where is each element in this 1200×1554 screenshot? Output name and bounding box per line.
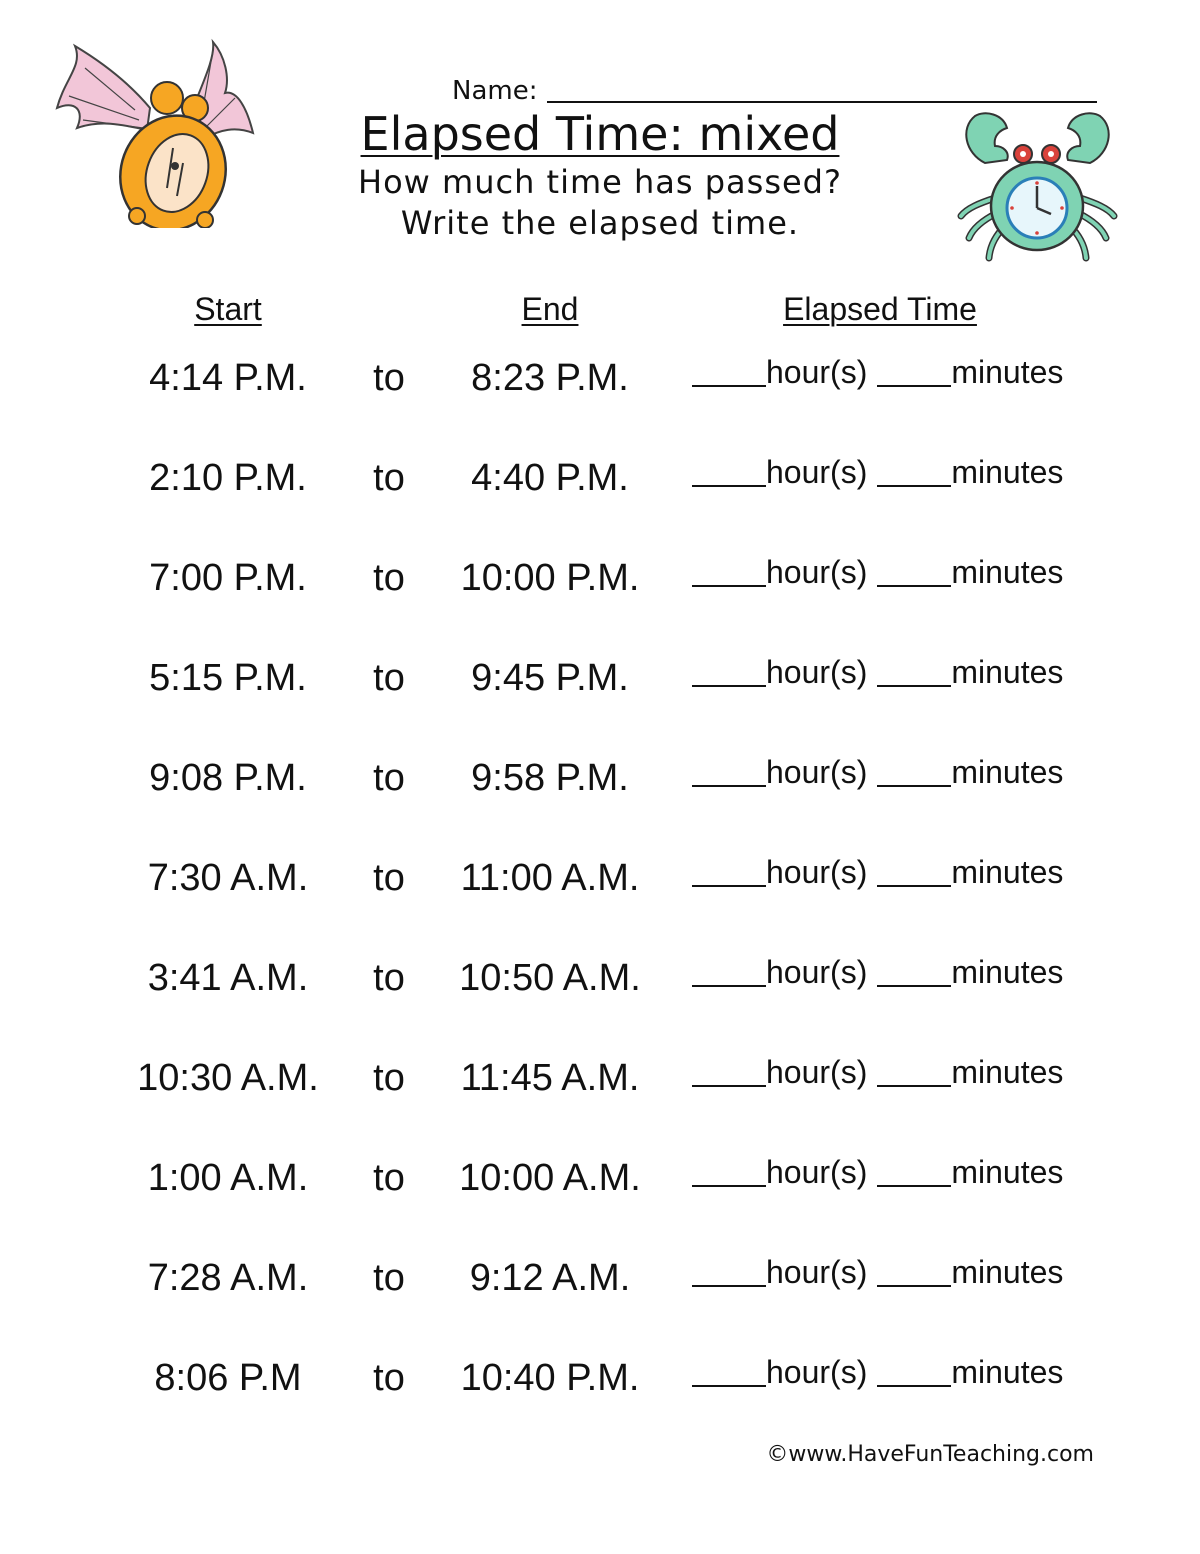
page-title xyxy=(300,106,900,162)
name-blank-line[interactable] xyxy=(547,75,1097,103)
minutes-label: minutes xyxy=(951,1254,1064,1290)
to-separator: to xyxy=(373,1357,405,1399)
elapsed-answer xyxy=(692,851,1063,891)
minutes-label: minutes xyxy=(951,954,1064,990)
problem-row xyxy=(0,853,1200,913)
start-time: 4:14 P.M. xyxy=(149,357,307,399)
minutes-blank[interactable] xyxy=(877,555,951,587)
minutes-label: minutes xyxy=(951,1354,1064,1390)
to-separator: to xyxy=(373,657,405,699)
minutes-label: minutes xyxy=(951,654,1064,690)
problem-row xyxy=(0,953,1200,1013)
to-separator: to xyxy=(373,1157,405,1199)
minutes-blank[interactable] xyxy=(877,755,951,787)
flying-alarm-clock-icon xyxy=(55,38,255,228)
start-time: 7:28 A.M. xyxy=(147,1257,309,1299)
problem-row xyxy=(0,553,1200,613)
minutes-blank[interactable] xyxy=(877,455,951,487)
end-time: 10:50 A.M. xyxy=(459,957,641,999)
crab-clock-icon xyxy=(955,108,1120,263)
problem-row xyxy=(0,1353,1200,1413)
start-time: 10:30 A.M. xyxy=(137,1057,319,1099)
start-time: 9:08 P.M. xyxy=(149,757,307,799)
problem-row xyxy=(0,453,1200,513)
minutes-label: minutes xyxy=(951,854,1064,890)
elapsed-answer xyxy=(692,651,1063,691)
elapsed-answer xyxy=(692,751,1063,791)
minutes-label: minutes xyxy=(951,554,1064,590)
hours-label: hour(s) xyxy=(766,954,868,990)
hours-blank[interactable] xyxy=(692,455,766,487)
elapsed-answer xyxy=(692,1251,1063,1291)
end-time: 11:00 A.M. xyxy=(460,857,640,899)
end-time: 9:45 P.M. xyxy=(471,657,629,699)
elapsed-answer xyxy=(692,951,1063,991)
hours-label: hour(s) xyxy=(766,754,868,790)
elapsed-answer xyxy=(692,451,1063,491)
to-separator: to xyxy=(373,1057,405,1099)
minutes-blank[interactable] xyxy=(877,955,951,987)
minutes-blank[interactable] xyxy=(877,655,951,687)
column-header-end: End xyxy=(521,291,579,327)
minutes-blank[interactable] xyxy=(877,855,951,887)
end-time: 9:58 P.M. xyxy=(471,757,629,799)
minutes-label: minutes xyxy=(951,354,1064,390)
hours-blank[interactable] xyxy=(692,1255,766,1287)
end-time: 10:40 P.M. xyxy=(460,1357,640,1399)
elapsed-answer xyxy=(692,351,1063,391)
to-separator: to xyxy=(373,957,405,999)
start-time: 3:41 A.M. xyxy=(147,957,309,999)
to-separator: to xyxy=(373,557,405,599)
hours-label: hour(s) xyxy=(766,1254,868,1290)
to-separator: to xyxy=(373,757,405,799)
elapsed-answer xyxy=(692,1351,1063,1391)
minutes-label: minutes xyxy=(951,754,1064,790)
to-separator: to xyxy=(373,1257,405,1299)
hours-label: hour(s) xyxy=(766,1054,868,1090)
start-time: 7:30 A.M. xyxy=(147,857,309,899)
problem-row xyxy=(0,1253,1200,1313)
minutes-blank[interactable] xyxy=(877,1255,951,1287)
name-field[interactable] xyxy=(452,70,1097,106)
to-separator: to xyxy=(373,857,405,899)
hours-label: hour(s) xyxy=(766,1354,868,1390)
start-time: 2:10 P.M. xyxy=(149,457,307,499)
hours-blank[interactable] xyxy=(692,1055,766,1087)
column-header-elapsed-time: Elapsed Time xyxy=(783,291,977,327)
hours-blank[interactable] xyxy=(692,1155,766,1187)
problem-row xyxy=(0,353,1200,413)
end-time: 11:45 A.M. xyxy=(460,1057,640,1099)
start-time: 7:00 P.M. xyxy=(149,557,307,599)
end-time: 4:40 P.M. xyxy=(471,457,629,499)
hours-blank[interactable] xyxy=(692,1355,766,1387)
elapsed-answer xyxy=(692,1151,1063,1191)
to-separator: to xyxy=(373,457,405,499)
end-time: 10:00 P.M. xyxy=(460,557,640,599)
problem-row xyxy=(0,753,1200,813)
minutes-label: minutes xyxy=(951,454,1064,490)
end-time: 9:12 A.M. xyxy=(469,1257,631,1299)
start-time: 5:15 P.M. xyxy=(149,657,307,699)
hours-blank[interactable] xyxy=(692,755,766,787)
minutes-blank[interactable] xyxy=(877,1355,951,1387)
name-label: Name: xyxy=(452,76,538,106)
elapsed-answer xyxy=(692,1051,1063,1091)
problem-row xyxy=(0,1053,1200,1113)
instructions-line-1: How much time has passed? xyxy=(358,163,842,201)
hours-label: hour(s) xyxy=(766,354,868,390)
hours-blank[interactable] xyxy=(692,855,766,887)
minutes-blank[interactable] xyxy=(877,1055,951,1087)
end-time: 10:00 A.M. xyxy=(459,1157,641,1199)
column-header-start: Start xyxy=(194,291,262,327)
hours-label: hour(s) xyxy=(766,854,868,890)
hours-blank[interactable] xyxy=(692,655,766,687)
minutes-label: minutes xyxy=(951,1154,1064,1190)
page-title-text: Elapsed Time: mixed xyxy=(360,107,840,161)
hours-label: hour(s) xyxy=(766,654,868,690)
hours-label: hour(s) xyxy=(766,554,868,590)
hours-label: hour(s) xyxy=(766,454,868,490)
start-time: 8:06 P.M xyxy=(154,1357,302,1399)
minutes-blank[interactable] xyxy=(877,355,951,387)
problem-row xyxy=(0,1153,1200,1213)
minutes-blank[interactable] xyxy=(877,1155,951,1187)
minutes-label: minutes xyxy=(951,1054,1064,1090)
hours-label: hour(s) xyxy=(766,1154,868,1190)
hours-blank[interactable] xyxy=(692,955,766,987)
problem-row xyxy=(0,653,1200,713)
to-separator: to xyxy=(373,357,405,399)
elapsed-answer xyxy=(692,551,1063,591)
hours-blank[interactable] xyxy=(692,355,766,387)
start-time: 1:00 A.M. xyxy=(147,1157,309,1199)
instructions-line-2: Write the elapsed time. xyxy=(400,204,800,242)
copyright-footer: ©www.HaveFunTeaching.com xyxy=(766,1442,1094,1467)
end-time: 8:23 P.M. xyxy=(471,357,629,399)
hours-blank[interactable] xyxy=(692,555,766,587)
